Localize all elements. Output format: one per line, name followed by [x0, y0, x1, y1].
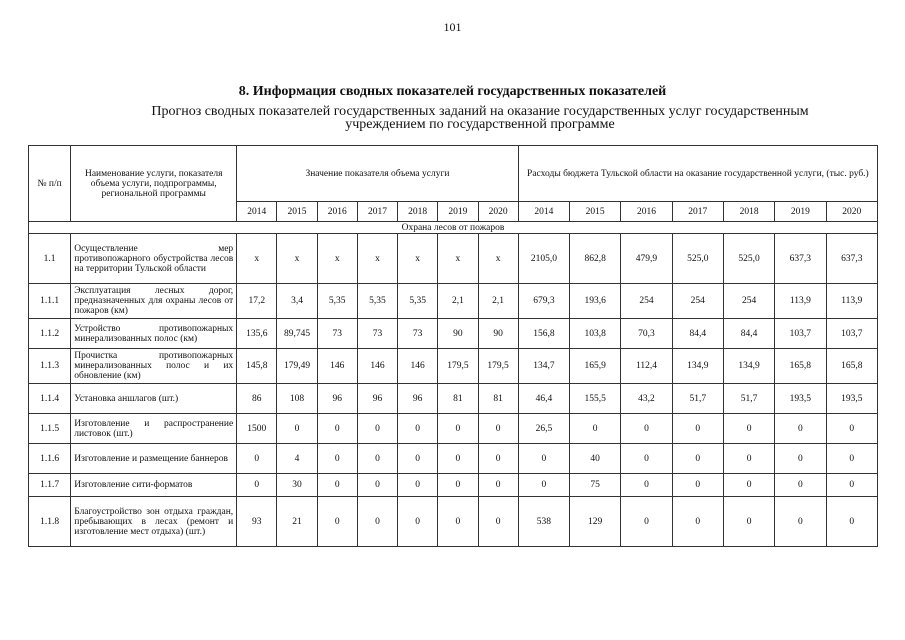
year-header: 2016 — [317, 202, 357, 222]
budget-cell: 40 — [570, 444, 621, 474]
budget-cell: 134,7 — [518, 349, 569, 384]
volume-cell: 81 — [438, 384, 478, 414]
volume-group-header: Значение показателя объема услуги — [237, 146, 519, 202]
budget-cell: 0 — [775, 474, 826, 497]
col-name-header: Наименование услуги, показателя объема услуги, подпрограммы, региональной программы — [71, 146, 237, 222]
budget-cell: 155,5 — [570, 384, 621, 414]
budget-cell: 51,7 — [723, 384, 774, 414]
budget-cell: 679,3 — [518, 284, 569, 319]
volume-cell: 73 — [398, 319, 438, 349]
volume-cell: 146 — [398, 349, 438, 384]
budget-cell: 156,8 — [518, 319, 569, 349]
row-number: 1.1.8 — [29, 497, 71, 547]
volume-cell: 145,8 — [237, 349, 277, 384]
volume-cell: x — [398, 234, 438, 284]
year-header: 2014 — [518, 202, 569, 222]
volume-cell: 0 — [478, 497, 518, 547]
budget-cell: 0 — [723, 414, 774, 444]
budget-cell: 84,4 — [723, 319, 774, 349]
volume-cell: 0 — [277, 414, 317, 444]
volume-cell: 5,35 — [317, 284, 357, 319]
budget-cell: 193,5 — [775, 384, 826, 414]
volume-cell: 73 — [317, 319, 357, 349]
budget-cell: 0 — [723, 444, 774, 474]
volume-cell: 93 — [237, 497, 277, 547]
budget-cell: 103,7 — [826, 319, 877, 349]
budget-cell: 637,3 — [775, 234, 826, 284]
volume-cell: 1500 — [237, 414, 277, 444]
budget-group-header: Расходы бюджета Тульской области на оказание государственной услуги, (тыс. руб.) — [518, 146, 877, 202]
budget-cell: 254 — [723, 284, 774, 319]
volume-cell: 89,745 — [277, 319, 317, 349]
volume-cell: 73 — [357, 319, 397, 349]
budget-cell: 0 — [826, 444, 877, 474]
budget-cell: 254 — [621, 284, 672, 319]
volume-cell: 0 — [438, 497, 478, 547]
year-header: 2018 — [398, 202, 438, 222]
row-name: Благоустройство зон отдыха граждан, пребывающих в лесах (ремонт и изготовление мест отдыха) (шт.) — [71, 497, 237, 547]
row-name: Устройство противопожарных минерализованных полос (км) — [71, 319, 237, 349]
volume-cell: 0 — [438, 444, 478, 474]
volume-cell: 21 — [277, 497, 317, 547]
budget-cell: 0 — [672, 474, 723, 497]
year-header: 2019 — [775, 202, 826, 222]
row-name: Изготовление сити-форматов — [71, 474, 237, 497]
budget-cell: 254 — [672, 284, 723, 319]
table-row — [29, 284, 878, 319]
table-row — [29, 474, 878, 497]
budget-cell: 0 — [672, 414, 723, 444]
year-header: 2020 — [826, 202, 877, 222]
budget-cell: 0 — [621, 474, 672, 497]
budget-cell: 103,7 — [775, 319, 826, 349]
budget-cell: 0 — [672, 444, 723, 474]
volume-cell: 0 — [398, 414, 438, 444]
budget-cell: 538 — [518, 497, 569, 547]
volume-cell: 179,5 — [478, 349, 518, 384]
volume-cell: x — [277, 234, 317, 284]
year-header: 2015 — [277, 202, 317, 222]
volume-cell: 0 — [357, 414, 397, 444]
volume-cell: x — [317, 234, 357, 284]
budget-cell: 2105,0 — [518, 234, 569, 284]
year-header: 2015 — [570, 202, 621, 222]
volume-cell: 86 — [237, 384, 277, 414]
volume-cell: 2,1 — [478, 284, 518, 319]
budget-cell: 165,9 — [570, 349, 621, 384]
budget-cell: 0 — [775, 444, 826, 474]
volume-cell: 0 — [438, 414, 478, 444]
year-header: 2017 — [357, 202, 397, 222]
volume-cell: x — [478, 234, 518, 284]
volume-cell: 30 — [277, 474, 317, 497]
volume-cell: 135,6 — [237, 319, 277, 349]
row-number: 1.1.5 — [29, 414, 71, 444]
budget-cell: 0 — [723, 497, 774, 547]
year-header: 2018 — [723, 202, 774, 222]
volume-cell: 0 — [317, 414, 357, 444]
budget-cell: 193,6 — [570, 284, 621, 319]
volume-cell: 17,2 — [237, 284, 277, 319]
table-row — [29, 497, 878, 547]
budget-cell: 112,4 — [621, 349, 672, 384]
row-number: 1.1.4 — [29, 384, 71, 414]
budget-cell: 525,0 — [672, 234, 723, 284]
budget-cell: 0 — [621, 444, 672, 474]
budget-cell: 0 — [518, 474, 569, 497]
budget-cell: 46,4 — [518, 384, 569, 414]
table-row — [29, 349, 878, 384]
year-header: 2016 — [621, 202, 672, 222]
volume-cell: 0 — [357, 444, 397, 474]
table-row — [29, 384, 878, 414]
budget-cell: 0 — [826, 414, 877, 444]
budget-cell: 26,5 — [518, 414, 569, 444]
volume-cell: 179,49 — [277, 349, 317, 384]
volume-cell: 3,4 — [277, 284, 317, 319]
budget-cell: 0 — [570, 414, 621, 444]
volume-cell: 5,35 — [357, 284, 397, 319]
budget-cell: 0 — [775, 497, 826, 547]
volume-cell: 4 — [277, 444, 317, 474]
row-name: Установка аншлагов (шт.) — [71, 384, 237, 414]
budget-cell: 70,3 — [621, 319, 672, 349]
budget-cell: 165,8 — [775, 349, 826, 384]
budget-cell: 525,0 — [723, 234, 774, 284]
budget-cell: 134,9 — [723, 349, 774, 384]
table-row — [29, 234, 878, 284]
volume-cell: 0 — [237, 474, 277, 497]
year-header: 2014 — [237, 202, 277, 222]
volume-cell: 0 — [478, 444, 518, 474]
row-name: Прочистка противопожарных минерализованных полос и их обновление (км) — [71, 349, 237, 384]
budget-cell: 479,9 — [621, 234, 672, 284]
volume-cell: 0 — [357, 474, 397, 497]
budget-cell: 165,8 — [826, 349, 877, 384]
budget-cell: 51,7 — [672, 384, 723, 414]
volume-cell: 0 — [317, 497, 357, 547]
volume-cell: 0 — [478, 474, 518, 497]
volume-cell: 0 — [357, 497, 397, 547]
col-num-header: № п/п — [29, 146, 71, 222]
budget-cell: 0 — [775, 414, 826, 444]
year-header: 2017 — [672, 202, 723, 222]
table-row — [29, 444, 878, 474]
table-row — [29, 414, 878, 444]
volume-cell: 96 — [357, 384, 397, 414]
volume-cell: 0 — [438, 474, 478, 497]
budget-cell: 113,9 — [775, 284, 826, 319]
volume-cell: 0 — [317, 474, 357, 497]
volume-cell: 0 — [398, 497, 438, 547]
volume-cell: 146 — [357, 349, 397, 384]
volume-cell: 0 — [317, 444, 357, 474]
row-number: 1.1.7 — [29, 474, 71, 497]
volume-cell: 81 — [478, 384, 518, 414]
indicators-table — [28, 145, 878, 547]
budget-cell: 113,9 — [826, 284, 877, 319]
row-number: 1.1.6 — [29, 444, 71, 474]
volume-cell: 0 — [237, 444, 277, 474]
row-name: Изготовление и размещение баннеров — [71, 444, 237, 474]
row-name: Эксплуатация лесных дорог, предназначенных для охраны лесов от пожаров (км) — [71, 284, 237, 319]
budget-cell: 0 — [621, 497, 672, 547]
volume-cell: 179,5 — [438, 349, 478, 384]
volume-cell: 5,35 — [398, 284, 438, 319]
budget-cell: 43,2 — [621, 384, 672, 414]
page-number: 101 — [443, 20, 462, 34]
volume-cell: 0 — [398, 444, 438, 474]
volume-cell: x — [438, 234, 478, 284]
table-row — [29, 319, 878, 349]
budget-cell: 637,3 — [826, 234, 877, 284]
budget-cell: 75 — [570, 474, 621, 497]
volume-cell: 90 — [438, 319, 478, 349]
volume-cell: 108 — [277, 384, 317, 414]
volume-cell: 146 — [317, 349, 357, 384]
row-number: 1.1.3 — [29, 349, 71, 384]
volume-cell: x — [357, 234, 397, 284]
volume-cell: 0 — [478, 414, 518, 444]
budget-cell: 0 — [826, 497, 877, 547]
budget-cell: 862,8 — [570, 234, 621, 284]
budget-cell: 0 — [723, 474, 774, 497]
section-row-title: Охрана лесов от пожаров — [29, 222, 878, 234]
budget-cell: 0 — [672, 497, 723, 547]
budget-cell: 0 — [621, 414, 672, 444]
budget-cell: 0 — [826, 474, 877, 497]
row-number: 1.1.2 — [29, 319, 71, 349]
year-header: 2019 — [438, 202, 478, 222]
row-number: 1.1 — [29, 234, 71, 284]
table-subtitle: Прогноз сводных показателей государственных заданий на оказание государственных услуг государственным учреждением по государственной программе — [151, 104, 809, 132]
budget-cell: 0 — [518, 444, 569, 474]
volume-cell: 90 — [478, 319, 518, 349]
row-number: 1.1.1 — [29, 284, 71, 319]
volume-cell: 96 — [398, 384, 438, 414]
section-title: 8. Информация сводных показателей государственных показателей — [238, 84, 667, 99]
volume-cell: 96 — [317, 384, 357, 414]
budget-cell: 193,5 — [826, 384, 877, 414]
volume-cell: x — [237, 234, 277, 284]
volume-cell: 0 — [398, 474, 438, 497]
row-name: Изготовление и распространение листовок (шт.) — [71, 414, 237, 444]
row-name: Осуществление мер противопожарного обустройства лесов на территории Тульской области — [71, 234, 237, 284]
budget-cell: 129 — [570, 497, 621, 547]
budget-cell: 84,4 — [672, 319, 723, 349]
budget-cell: 134,9 — [672, 349, 723, 384]
volume-cell: 2,1 — [438, 284, 478, 319]
budget-cell: 103,8 — [570, 319, 621, 349]
year-header: 2020 — [478, 202, 518, 222]
